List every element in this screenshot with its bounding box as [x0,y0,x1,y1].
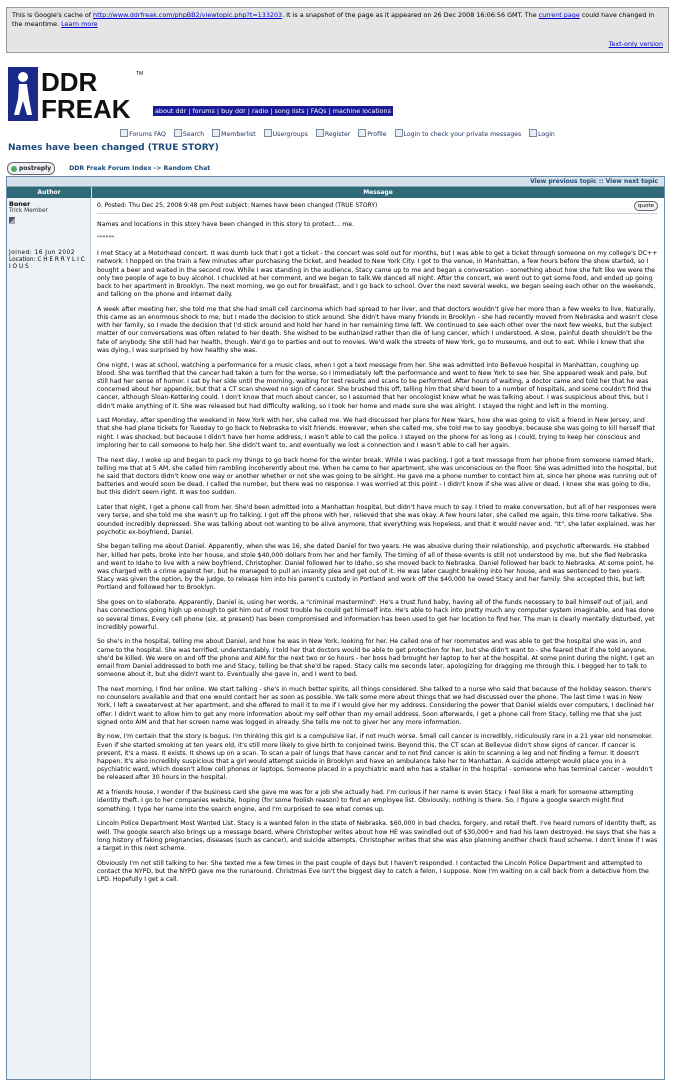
post-content [91,198,664,1080]
column-message: Message [363,189,393,196]
forum-link-private-messages[interactable]: Login to check your private messages [395,131,522,138]
reply-bar [7,162,675,175]
post-reply-button[interactable]: postreply [7,162,55,175]
author-rank: Trick Member [9,208,48,214]
post-paragraph: The next day, I woke up and began to pack my things to go back home for the winter break. While I was packing, I got a text message from her phone from someone named Mark, telling me that at 5 AM, she called him rambling incoherently about me. When he came to her apartment, she was unconscious on the floor. She was admitted into the hospital, but he said that doctors didn't know one way or another whether or not she was going to be alright. He gave me a phone number to contact him at, since her phone was running out of batteries and would soon be dead. I called the number, but there was no response. I was worried at this point - I didn't know if she was alive or dead. I knew she was going to die, but this didn't seem right. It was too sudden. [97,456,657,497]
forum-link-memberlist[interactable]: Memberlist [212,131,256,138]
author-info [7,198,91,1080]
faq-icon [120,129,128,137]
reply-icon [11,166,17,172]
forum-link-search[interactable]: Search [174,131,204,138]
topic-table [6,176,665,1080]
site-header [0,67,675,125]
author-name: Boner [9,200,31,208]
next-topic-link[interactable]: View next topic [605,178,658,185]
nav-machine-locations[interactable]: machine locations [332,107,391,115]
forum-link-login[interactable]: Login [529,131,555,138]
post-body [97,221,658,885]
forum-link-usergroups[interactable]: Usergroups [264,131,308,138]
post-paragraph: So she's in the hospital, telling me about Daniel, and how he was in New York, looking for her. He called one of her roommates and was able to get the hospital she was in, and came to the hospital. She was terrified, understandably. I told her that doctors would be able to get protection for her, but she didn't want to - she feared that if she told anyone, she'd be killed. We were on and off the phone and AIM for the next two or so hours - her boss had brought her laptop to her at the hospital. At some point during the night, I get an email from Daniel addressed to both me and Stacy, telling be that she'd be raped. Stacy calls me seconds later, apologizing for dragging me through this. I begged her to talk to someone about it, but she didn't want to. Eventually she gave in, and I went to bed. [97,638,655,679]
previous-topic-link[interactable]: View previous topic [530,178,597,185]
login-icon [529,129,537,137]
ddr-freak-logo[interactable] [8,67,148,122]
post-paragraph: Later that night, I get a phone call from her. She'd been admitted into a Manhattan hospital, but didn't have much to say. I tried to make conversation, but all of her responses were very terse, and she told me she wasn't up fro talking. I got off the phone with her, relieved that she was okay. A few hours later, she called me again, this time more talkative. She sounded incredibly depressed. She was talking about not wanting to be alive anymore, that everything was hopeless, and that it would never end. "It", she later explained, was her psychotic ex-boyfriend, Daniel. [97,504,657,536]
logo-text-ddr: DDR [41,67,98,97]
logo-text-freak: FREAK [41,94,131,122]
post-paragraph: Lincoln Police Department Most Wanted List. Stacy is a wanted felon in the state of Nebraska. $60,000 in bad checks, forgery, and retail theft. I've heard rumors of identity theft, as well. The google search also brings up a message board, where Christopher writes about how HE was swindled out of $30,000+ and had his lawn destroyed. He says that she has a long history of faking pregnancies, diseases (such as cancer), and suicide attempts. Christopher writes that she was also planning another check fraud scheme. I don't know if I was a target in this next scheme. [97,820,658,852]
post-paragraph: Names and locations in this story have been changed in this story to protect... me. [97,220,355,228]
register-icon [316,129,324,137]
text-only-version-link[interactable]: Text-only version [608,40,663,48]
column-author: Author [7,187,92,198]
forum-link-profile[interactable]: Profile [358,131,386,138]
private-messages-icon [395,129,403,137]
forum-link-faq[interactable]: Forums FAQ [120,131,166,138]
site-nav-bar: about ddr | forums | buy ddr | radio | song lists | FAQs | machine locations [155,107,391,115]
profile-icon [358,129,366,137]
page-title[interactable]: Names have been changed (TRUE STORY) [8,143,219,153]
quote-button[interactable]: quote [634,201,658,211]
forum-link-register[interactable]: Register [316,131,350,138]
cached-url-link[interactable]: http://www.ddrfreak.com/phpBB2/viewtopic.php?t=133203 [93,11,283,19]
post-paragraph: I met Stacy at a Motorhead concert. It was dumb luck that I got a ticket - the concert was sold out for months, but I was able to get a ticket through someone on my college's DC++ network. I hopped on the train a few minutes after purchasing the ticket, and headed to New York City. I got to the venue, in Manhattan, a few hours before the show started, so I bought a beer and waited in the second row. While I was standing in the audience, Stacy came up to me and began a conversation - something about how she felt like we were the only two people of age to buy alcohol. I chuckled at her comment, and we began to talk.We danced all night. After the concert, we went out to get some food, and ended up going back to her apartment in Brooklyn. The next morning, we go out for breakfast, and I go back to school. Over the next several weeks, we began seeing each other on the weekends, and talking on the phone and internet daily. [97,250,658,299]
post-paragraph: She began telling me about Daniel. Apparently, when she was 16, she dated Daniel for two years. He was abusive during their relationship, and psychotic afterwards. He stabbed her, killed her pets, broke into her house, and stole $40,000 dollars from her and her family. The timing of all of these events is still not understood by me, but she fled Nebraska and went to Idaho to live with a new boyfriend, Christopher. Daniel followed her to Idaho, so she moved back to Nebraska. Daniel followed her back to Nebraska. At some point, he was charged with a crime against her, but he managed to pull an insanity plea and get out of it. He was later caught breaking into her house, and was sentenced to two years. Stacy was given the option, by the judge, to release him into his parent's custody in Portland and work off the $40,000 he owed Stacy and her family. She accepted this, but left Portland and followed her to Brooklyn. [97,543,654,592]
post-paragraph: At a friends house, I wonder if the business card she gave me was for a job she actually had. I'm curious if her name is even Stacy. I feel like a mark for someone attempting identity theft. I go to her companies website, hoping (for some foolish reason) to find an employee list. Obviously, nothing is there. So, I figure a google search might find something. I type her name into the search engine, and I'm surprised to see what comes up. [97,789,634,813]
nav-faqs[interactable]: FAQs [310,107,327,115]
breadcrumb[interactable]: DDR Freak Forum Index -> Random Chat [69,165,211,172]
author-location: Location: C H E R R Y L I C I O U S [9,257,85,270]
column-header-row [7,187,664,198]
topic-navigation: View previous topic :: View next topic [7,177,664,187]
memberlist-icon [212,129,220,137]
nav-radio[interactable]: radio [251,107,269,115]
nav-about-ddr[interactable]: about ddr [155,107,187,115]
post-paragraph: Obviously I'm not still talking to her. She texted me a few times in the past couple of days but I haven't responded. I contacted the Lincoln Police Department and attempted to contact the NYPD, but the NYPD gave me the runaround. Christmas Eve isn't the biggest day to catch a felon, I suppose. Now I'm waiting on a call back from a detective from the LPD. Hopefully I get a call. [97,859,649,884]
post-paragraph: """""" [97,235,115,243]
post-paragraph: The next morning, I find her online. We start talking - she's in much better spirits, all things considered. She talked to a nurse who said that because of the holiday season, there's no counselors available and that one would contact her as soon as possible. We talk some more about things that we had discussed over the phone. The last time I was in New York, I left a sweatervest at her apartment, and she offered to mail it to me if I would give her my address. Considering the power that Daniel wields over computers, I declined her offer. I didn't want to allow him to get any more information about my self other than my email address. Soon afterwards, I get a phone call from Stacy, telling me that she just signed onto AIM and that her screen name was logged in already. She tells me not to giver her any more information. [97,685,655,726]
post-paragraph: A week after meeting her, she told me that she had small cell carcinoma which had spread to her liver, and that doctors wouldn't give her more than a few weeks to live. Naturally, this came as an enormous shock to me, but I made the decision to stick around. She didn't have many friends in Brooklyn - she had recently moved from Nebraska and wasn't close with her family, so I made the decision that I'd stick around and hold her hand in her remaining time left. We continued to see each other over the next few weeks, but the subject matter of our conversations was often related to her death. She wished to be euthanized rather than die of lung cancer, which I understood. A slow, painful death shouldn't be the fate of anybody. She still had her health, though. We'd go to parties and out to movies. We'd walk the streets of New York, go to museums, and out to eat. While I knew that she was dying, I was surprised by how healthy she was. [97,305,658,354]
current-page-link[interactable]: current page [538,11,580,19]
rank-icon [9,217,15,224]
post-paragraph: By now, I'm certain that the story is bogus. I'm thinking this girl is a compulsive liar, if not much worse. Small cell cancer is incredibly, ridiculously rare in a 21 year old nonsmoker. Even if she started smoking at ten years old, it's still more likely to give birth to conjoined twins. Beyond this, the CT scan at Bellevue didn't show signs of cancer. If cancer is present, it's a mass. It exists. It shows up on a scan. To scan a pair of lungs that have cancer and to not find cancer is akin to scanning a leg and not finding a femur. It doesn't happen. It's also incredibly suspicious that a girl would attempt suicide in Brooklyn and have an ambulance take her to Manhattan. A suicide attempt would place you in a psychiatric ward, which doesn't allow cell phones or laptops. Someone placed in a psychiatric ward who has a stalker in the hospital - someone who has terminal cancer - wouldn't be released after 30 hours in the hospital. [97,733,653,782]
forum-links-bar [0,129,675,139]
nav-buy-ddr[interactable]: buy ddr [221,107,246,115]
google-cache-banner: This is Google's cache of http://www.ddrfreak.com/phpBB2/viewtopic.php?t=133203. It is a snapshot of the page as it appeared on 26 Dec 2008 16:06:56 GMT. The current page could have changed in the meantime. Learn more Text-only version [6,7,669,53]
post-paragraph: She goes on to elaborate. Apparently, Daniel is, using her words, a "criminal mastermind". He's a trust fund baby, having all of the funds necessary to bail himself out of jail, and has connections going high up enough to get him out of most trouble he could get himself into. He's able to hack into pretty much any computer system imaginable, and has done so several times. Every cell phone (six, at present) has been compromised and information has been used to get her location to find her. The man is clearly mentally disturbed, yet incredibly powerful. [97,599,655,631]
post-details: 0. Posted: Thu Dec 25, 2008 9:48 pm Post subject: Names have been changed (TRUE STORY) [97,202,378,209]
post-header [97,201,658,214]
nav-song-lists[interactable]: song lists [274,107,305,115]
search-icon [174,129,182,137]
logo-trademark: TM [136,71,144,77]
post-paragraph: Last Monday, after spending the weekend in New York with her, she called me. We had discussed her plans for New Years, how she was going to visit a friend in New Jersey, and that she had plane tickets for Tuesday to go back to Nebraska to visit friends. However, when she called me, she told me to say goodbye, because she was going to kill herself that night. I was shocked, but because I didn't have her home address, I wasn't able to call the police. I stayed on the phone for as long as I could, trying to keep her conscious and imploring her to call someone to help her. She didn't want to, and eventually we lost a connection and I wasn't able to call her again. [97,417,655,449]
author-joined: Joined: 16 Jun 2002 [9,250,75,256]
nav-forums[interactable]: forums [192,107,215,115]
post-paragraph: One night, I was at school, watching a performance for a music class, when I got a text message from her. She was admitted into Bellevue hospital in Manhattan, coughing up blood. She was terrified that the cancer had taken a turn for the worse, so I immediately left the performance and went to New York to see her. She appeared weak and pale, but still had her sense of humor. I sat by her side until the morning, waiting for test results and scans to be performed. After hours of waiting, a doctor came and told her that he was concerned about her appendix, but that a CT scan showed no sign of cancer. She brushed this off, telling him that she'd been to a number of hospitals, and some couldn't find the cancer, although Sloan-Kettering could. I don't know that much about cancer, so I assumed that her oncologist knew what he was talking about. I was suspicious about this, but I didn't make anything of it. She was released but had difficulty walking, so I took her home and made sure she was alright. I stayed the night and left in the morning. [97,361,652,410]
post-row [7,198,664,1080]
learn-more-link[interactable]: Learn more [61,20,98,28]
usergroups-icon [264,129,272,137]
